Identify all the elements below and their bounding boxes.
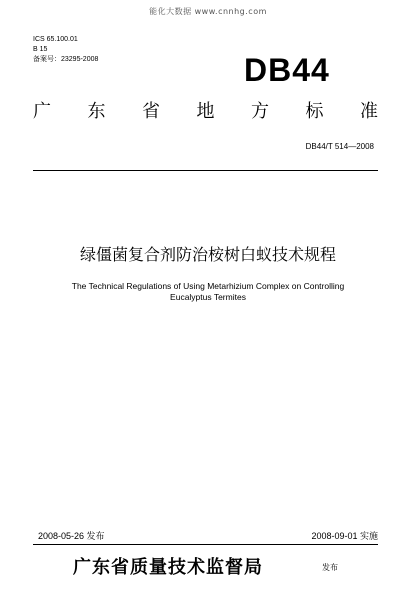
standard-type-char: 标	[305, 101, 324, 122]
title-chinese: 绿僵菌复合剂防治桉树白蚁技术规程	[79, 245, 336, 264]
issuing-authority: 广东省质量技术监督局	[73, 557, 263, 578]
title-english-line: The Technical Regulations of Using Metarhizium Complex on Controlling	[71, 281, 345, 291]
standard-type-char: 东	[87, 101, 106, 122]
title-english	[0, 281, 416, 303]
standard-type-char: 广	[33, 101, 51, 122]
standard-number: DB44/T 514—2008	[305, 142, 374, 151]
watermark: 能化大数据 www.cnnhg.com	[149, 7, 267, 16]
classification-code: B 15	[33, 46, 48, 53]
standard-type-char: 地	[196, 101, 215, 122]
metadata-block	[33, 35, 98, 65]
implement-date: 2008-09-01 实施	[311, 531, 378, 541]
record-number: 备案号：23295-2008	[33, 56, 99, 63]
standard-type-char: 省	[142, 101, 160, 122]
ics-code: ICS 65.100.01	[33, 36, 78, 43]
standard-type-char: 方	[251, 101, 269, 122]
title-english-line: Eucalyptus Termites	[170, 292, 246, 302]
standard-code: DB44	[244, 52, 330, 88]
top-divider	[33, 170, 378, 171]
publish-date: 2008-05-26 发布	[38, 531, 105, 541]
standard-type	[33, 100, 378, 124]
standard-type-char: 准	[360, 101, 378, 122]
issuer-suffix: 发布	[322, 563, 338, 572]
bottom-divider	[33, 544, 378, 545]
